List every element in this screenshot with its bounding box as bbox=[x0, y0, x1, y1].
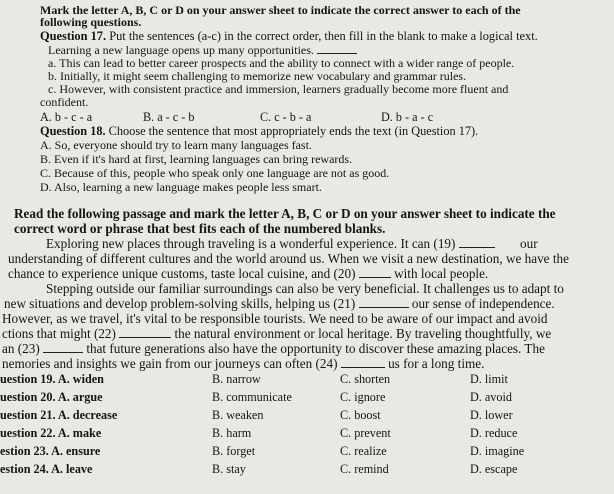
question-20-option-d[interactable]: D. avoid bbox=[470, 390, 512, 404]
question-17-option-d[interactable]: D. b - a - c bbox=[381, 110, 434, 124]
question-21-label[interactable]: uestion 21. A. decrease bbox=[0, 408, 118, 422]
question-17-text: Put the sentences (a-c) in the correct order, then fill in the blank to make a logical text. bbox=[109, 29, 538, 43]
question-22-option-c[interactable]: C. prevent bbox=[340, 426, 391, 440]
blank-20 bbox=[359, 277, 391, 278]
passage-line-3 bbox=[8, 266, 488, 282]
passage-line-1-text: Exploring new places through traveling is a wonderful experience. It can (19) bbox=[46, 236, 456, 251]
question-19-option-d[interactable]: D. limit bbox=[470, 372, 508, 386]
question-20-option-b[interactable]: B. communicate bbox=[212, 390, 292, 404]
blank-24 bbox=[341, 367, 385, 368]
question-22-option-d[interactable]: D. reduce bbox=[470, 426, 518, 440]
passage-line-8-end: that future generations also have the opportunity to discover these amazing places. The bbox=[86, 341, 545, 356]
passage-instruction-line1: Read the following passage and mark the letter A, B, C or D on your answer sheet to indicate the bbox=[14, 206, 556, 221]
sentence-c-line1: c. However, with consistent practice and immersion, learners gradually become more fluent and bbox=[48, 82, 509, 96]
passage-line-6: However, as we travel, it's vital to be responsible tourists. We need to be aware of our impact and avoid bbox=[2, 311, 548, 326]
question-18-text: Choose the sentence that most appropriately ends the text (in Question 17). bbox=[108, 124, 479, 138]
question-22-option-b[interactable]: B. harm bbox=[212, 426, 252, 440]
question-20-label[interactable]: uestion 20. A. argue bbox=[0, 390, 103, 404]
question-24-option-b[interactable]: B. stay bbox=[212, 462, 246, 476]
question-18-option-d[interactable]: D. Also, learning a new language makes people less smart. bbox=[40, 180, 322, 194]
question-21-option-d[interactable]: D. lower bbox=[470, 408, 513, 422]
question-24-option-d[interactable]: D. escape bbox=[470, 462, 518, 476]
question-21-option-b[interactable]: B. weaken bbox=[212, 408, 264, 422]
question-17-option-b[interactable]: B. a - c - b bbox=[143, 110, 195, 124]
passage-line-3-text: chance to experience unique customs, taste local cuisine, and (20) bbox=[8, 266, 356, 281]
question-23-label[interactable]: estion 23. A. ensure bbox=[0, 444, 101, 458]
question-20-option-c[interactable]: C. ignore bbox=[340, 390, 386, 404]
question-19-option-b[interactable]: B. narrow bbox=[212, 372, 261, 386]
question-19-option-c[interactable]: C. shorten bbox=[340, 372, 391, 386]
question-17-blank bbox=[317, 53, 357, 54]
question-18-option-c[interactable]: C. Because of this, people who speak only one language are not as good. bbox=[40, 166, 390, 180]
sentence-c-line2: confident. bbox=[40, 95, 89, 109]
passage-line-7-end: the natural environment or local heritage. By traveling thoughtfully, we bbox=[174, 326, 552, 341]
passage-line-8-text: an (23) bbox=[2, 341, 40, 356]
passage-line-1-end: our bbox=[520, 236, 538, 251]
question-18-option-b[interactable]: B. Even if it's hard at first, learning languages can bring rewards. bbox=[40, 152, 353, 166]
instruction-heading-line2: following questions. bbox=[40, 15, 142, 29]
question-24-option-c[interactable]: C. remind bbox=[340, 462, 389, 476]
question-18-option-a[interactable]: A. So, everyone should try to learn many languages fast. bbox=[40, 138, 312, 152]
passage-line-4: Stepping outside our familiar surroundings can also be very beneficial. It challenges us to adapt to bbox=[46, 281, 564, 296]
passage-line-8 bbox=[2, 341, 545, 357]
question-17-prompt bbox=[40, 29, 538, 44]
question-17-option-a[interactable]: A. b - c - a bbox=[40, 110, 93, 124]
passage-line-9 bbox=[2, 356, 484, 372]
question-24-label[interactable]: estion 24. A. leave bbox=[0, 462, 93, 476]
blank-21 bbox=[359, 307, 409, 308]
question-18-label: Question 18. bbox=[40, 124, 106, 138]
passage-line-5-text: new situations and develop problem-solving skills, helping us (21) bbox=[4, 296, 356, 311]
question-23-option-b[interactable]: B. forget bbox=[212, 444, 256, 458]
passage-line-2: understanding of different cultures and the world around us. When we visit a new destination, we have the bbox=[8, 251, 569, 266]
sentence-a: a. This can lead to better career prospects and the ability to connect with a wider range of people. bbox=[48, 56, 515, 70]
question-17-label: Question 17. bbox=[40, 29, 107, 43]
passage-line-5 bbox=[4, 296, 555, 312]
question-23-option-c[interactable]: C. realize bbox=[340, 444, 387, 458]
sentence-b: b. Initially, it might seem challenging to memorize new vocabulary and grammar rules. bbox=[48, 69, 467, 83]
instruction-heading-line1: Mark the letter A, B, C or D on your answer sheet to indicate the correct answer to each of the bbox=[40, 3, 521, 17]
passage-line-3-end: with local people. bbox=[394, 266, 489, 281]
passage-instruction-line2: correct word or phrase that best fits each of the numbered blanks. bbox=[14, 221, 386, 236]
passage-line-9-end: us for a long time. bbox=[388, 356, 485, 371]
passage-line-9-text: nemories and insights we gain from our journeys can often (24) bbox=[2, 356, 338, 371]
passage-line-5-end: our sense of independence. bbox=[411, 296, 555, 311]
question-18-prompt bbox=[40, 124, 478, 139]
question-23-option-d[interactable]: D. imagine bbox=[470, 444, 525, 458]
question-17-intro-text: Learning a new language opens up many opportunities. bbox=[48, 43, 314, 57]
passage-line-7-text: ctions that might (22) bbox=[2, 326, 116, 341]
passage-line-7 bbox=[2, 326, 551, 342]
blank-23 bbox=[43, 352, 83, 353]
question-17-option-c[interactable]: C. c - b - a bbox=[260, 110, 312, 124]
question-19-label[interactable]: uestion 19. A. widen bbox=[0, 372, 104, 386]
blank-19 bbox=[459, 247, 495, 248]
blank-22 bbox=[119, 337, 171, 338]
passage-line-1 bbox=[46, 236, 538, 252]
question-22-label[interactable]: uestion 22. A. make bbox=[0, 426, 102, 440]
question-21-option-c[interactable]: C. boost bbox=[340, 408, 381, 422]
answer-options bbox=[0, 372, 614, 492]
